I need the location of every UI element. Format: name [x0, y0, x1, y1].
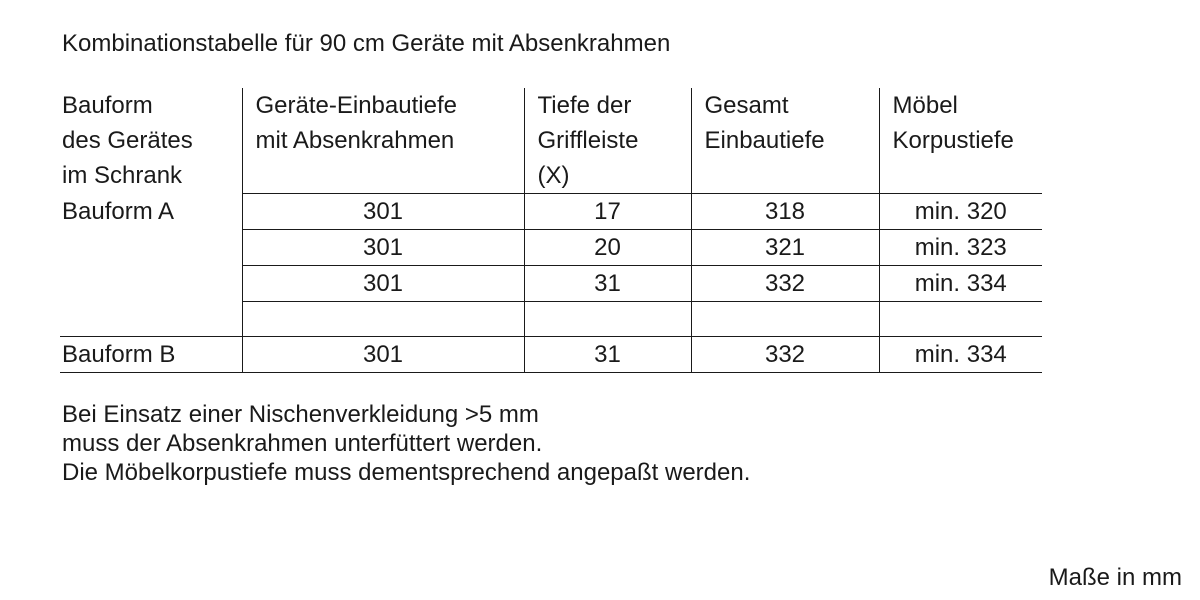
cell-moebel-korpustiefe: min. 323	[879, 230, 1042, 266]
cell-moebel-korpustiefe: min. 334	[879, 266, 1042, 302]
table-row	[60, 194, 1042, 230]
cell-geraete-einbautiefe: 301	[242, 230, 524, 266]
units-label: Maße in mm	[1048, 564, 1182, 591]
cell-tiefe-griffleiste: 17	[524, 194, 691, 230]
table-title: Kombinationstabelle für 90 cm Geräte mit Absenkrahmen	[62, 30, 671, 57]
row-label	[60, 230, 242, 266]
cell-empty	[691, 302, 879, 337]
row-label: Bauform B	[60, 337, 242, 373]
table-row	[60, 230, 1042, 266]
note-line: muss der Absenkrahmen unterfüttert werden.	[62, 430, 543, 457]
cell-gesamt-einbautiefe: 332	[691, 337, 879, 373]
cell-geraete-einbautiefe: 301	[242, 194, 524, 230]
cell-moebel-korpustiefe: min. 320	[879, 194, 1042, 230]
cell-gesamt-einbautiefe: 321	[691, 230, 879, 266]
table-row	[60, 266, 1042, 302]
note-line: Bei Einsatz einer Nischenverkleidung >5 mm	[62, 401, 539, 428]
cell-gesamt-einbautiefe: 332	[691, 266, 879, 302]
cell-geraete-einbautiefe: 301	[242, 337, 524, 373]
header-bauform: Bauform des Gerätes im Schrank	[62, 92, 193, 189]
note-line: Die Möbelkorpustiefe muss dementsprechend angepaßt werden.	[62, 459, 751, 486]
table-header-row	[60, 88, 1042, 194]
header-geraete-einbautiefe: Geräte-Einbautiefe mit Absenkrahmen	[242, 88, 524, 194]
notes	[62, 400, 750, 487]
cell-empty	[879, 302, 1042, 337]
combination-table	[60, 88, 1042, 373]
cell-geraete-einbautiefe: 301	[242, 266, 524, 302]
table-row-empty	[60, 302, 1042, 337]
header-moebel-korpustiefe: Möbel Korpustiefe	[879, 88, 1042, 194]
cell-empty	[242, 302, 524, 337]
cell-moebel-korpustiefe: min. 334	[879, 337, 1042, 373]
header-tiefe-griffleiste: Tiefe der Griffleiste (X)	[524, 88, 691, 194]
row-label: Bauform A	[62, 197, 175, 225]
cell-tiefe-griffleiste: 31	[524, 266, 691, 302]
row-label	[60, 266, 242, 302]
table-row	[60, 337, 1042, 373]
row-label	[60, 302, 242, 337]
cell-gesamt-einbautiefe: 318	[691, 194, 879, 230]
cell-tiefe-griffleiste: 20	[524, 230, 691, 266]
header-gesamt-einbautiefe: Gesamt Einbautiefe	[691, 88, 879, 194]
cell-empty	[524, 302, 691, 337]
cell-tiefe-griffleiste: 31	[524, 337, 691, 373]
